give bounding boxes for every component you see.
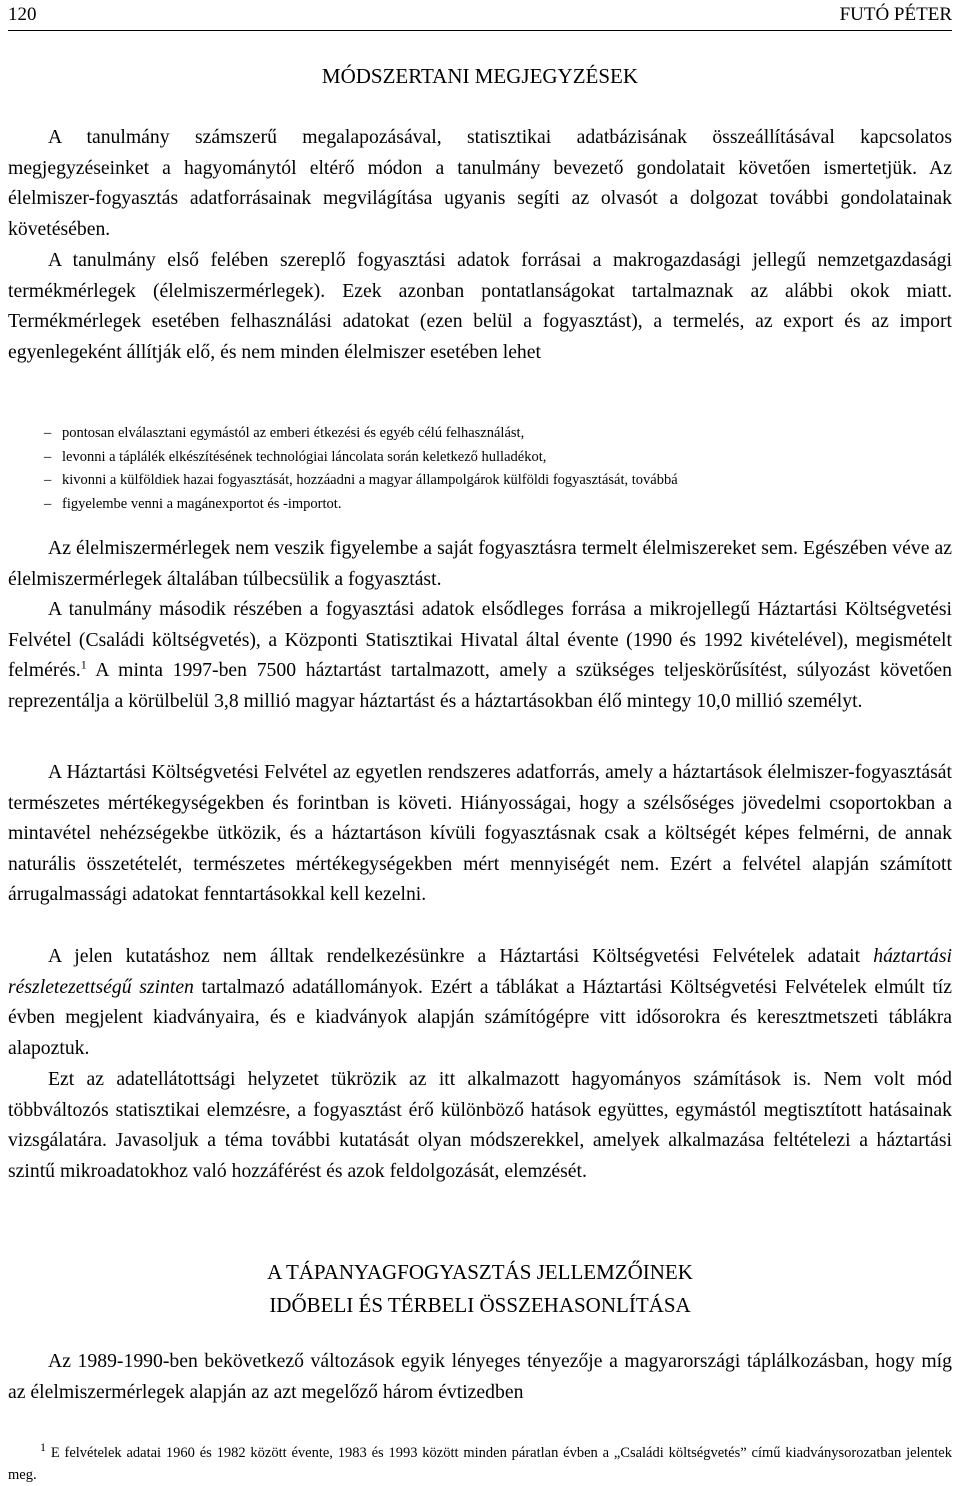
- list-item: – levonni a táplálék elkészítésének technológiai láncolata során keletkező hulladékot,: [44, 446, 904, 470]
- footnote-reference: 1: [80, 657, 87, 672]
- paragraph-nutrient-intro: Az 1989-1990-ben bekövetkező változások egyik lényeges tényezője a magyarországi táplálkozásban, hogy míg az élelmiszermérlegek alapján az azt megelőző három évtizedben: [8, 1350, 952, 1403]
- section-title-line: A TÁPANYAGFOGYASZTÁS JELLEMZŐINEK: [267, 1260, 693, 1284]
- emphasized-text: háztartási részletezettségű szinten: [8, 945, 952, 998]
- paragraph-text: A tanulmány második részében a fogyasztási adatok elsődleges forrása a mikrojellegű Háztartási Költségvetési Felvétel (Családi költségvetés), a Központi Statisztikai Hivatal által évente (1990 és 1992 kivételével), megismételt felmérés.: [8, 598, 952, 682]
- paragraph-text: tartalmazó adatállományok. Ezért a táblákat a Háztartási Költségvetési Felvételek elmúlt tíz évben megjelent kiadványaira, és e kiadványok alapján számítógépre vitt idősorokra és keresztmetszeti táblákra alapoztuk.: [8, 975, 952, 1059]
- list-item: – kivonni a külföldiek hazai fogyasztását, hozzáadni a magyar állampolgárok külföldi fogyasztását, továbbá: [44, 469, 904, 493]
- footnote-mark: 1: [40, 1440, 46, 1455]
- paragraph-text: A jelen kutatáshoz nem álltak rendelkezésünkre a Háztartási Költségvetési Felvételek adatait: [48, 945, 874, 967]
- footnote: [8, 1442, 952, 1486]
- list-item: – pontosan elválasztani egymástól az emberi étkezési és egyéb célú felhasználást,: [44, 422, 904, 446]
- paragraph-household-survey: [8, 594, 952, 716]
- paragraph-survey-limitations: A Háztartási Költségvetési Felvétel az egyetlen rendszeres adatforrás, amely a háztartások élelmiszer-fogyasztását természetes mértékegységekben és forintban is követi. Hiányosságai, hogy a szélsőséges jövedelmi csoportokban a mintavétel nehézségekbe ütközik, és a háztartáson kívüli fogyasztásnak csak a költségét képes felmérni, de annak naturális összetételét, természetes mértékegységekben mért mennyiségét nem. Ezért a felvétel alapján számított árrugalmassági adatokat fenntartásokkal kell kezelni.: [8, 761, 952, 906]
- paragraph-intro: A tanulmány számszerű megalapozásával, statisztikai adatbázisának összeállításával kapcsolatos megjegyzéseinket a hagyománytól eltérő módon a tanulmány bevezető gondolatait követően ismertetjük. Az élelmiszer-fogyasztás adatforrásainak megvilágítása ugyanis segíti az olvasót a dolgozat további gondolatainak követésében.: [8, 126, 952, 240]
- section-title-methodology: MÓDSZERTANI MEGJEGYZÉSEK: [321, 64, 639, 88]
- section-title-nutrient: [0, 1256, 960, 1322]
- paragraph-food-balance: A tanulmány első felében szereplő fogyasztási adatok forrásai a makrogazdasági jellegű nemzetgazdasági termékmérlegek (élelmiszermérlegek). Ezek azonban pontatlanságokat tartalmaznak az alábbi okok miatt. Termékmérlegek esetében felhasználási adatokat (ezen belül a fogyasztást), a termelés, az export és az import egyenlegeként állítják elő, és nem minden élelmiszer esetében lehet: [8, 249, 952, 363]
- section-title-line: IDŐBELI ÉS TÉRBELI ÖSSZEHASONLÍTÁSA: [269, 1293, 691, 1317]
- limitations-list: [44, 422, 904, 516]
- paragraph-overestimation: Az élelmiszermérlegek nem veszik figyelembe a saját fogyasztásra termelt élelmiszereket sem. Egészében véve az élelmiszermérlegek általában túlbecsülik a fogyasztást.: [8, 537, 952, 590]
- running-header: [8, 0, 952, 31]
- footnote-text: E felvételek adatai 1960 és 1982 között évente, 1983 és 1993 között minden páratlan évben a „Családi költségvetés” című kiadványsorozatban jelentek meg.: [8, 1445, 952, 1483]
- list-item: – figyelembe venni a magánexportot és -importot.: [44, 493, 904, 517]
- page-number: 120: [8, 4, 37, 25]
- paragraph-data-sources: [8, 941, 952, 1063]
- paragraph-text: A minta 1997-ben 7500 háztartást tartalmazott, amely a szükséges teljeskörűsítést, súlyozást követően reprezentálja a körülbelül 3,8 millió magyar háztartást és a háztartásokban élő mintegy 10,0 millió személyt.: [8, 659, 952, 712]
- paragraph-recommendation: Ezt az adatellátottsági helyzetet tükrözik az itt alkalmazott hagyományos számítások is. Nem volt mód többváltozós statisztikai elemzésre, a fogyasztást érő különböző hatások együttes, egymástól megtisztított hatásainak vizsgálatára. Javasoljuk a téma további kutatását olyan módszerekkel, amelyek alkalmazása feltételezi a háztartási szintű mikroadatokhoz való hozzáférést és azok feldolgozását, elemzését.: [8, 1068, 952, 1182]
- running-author: FUTÓ PÉTER: [839, 4, 952, 25]
